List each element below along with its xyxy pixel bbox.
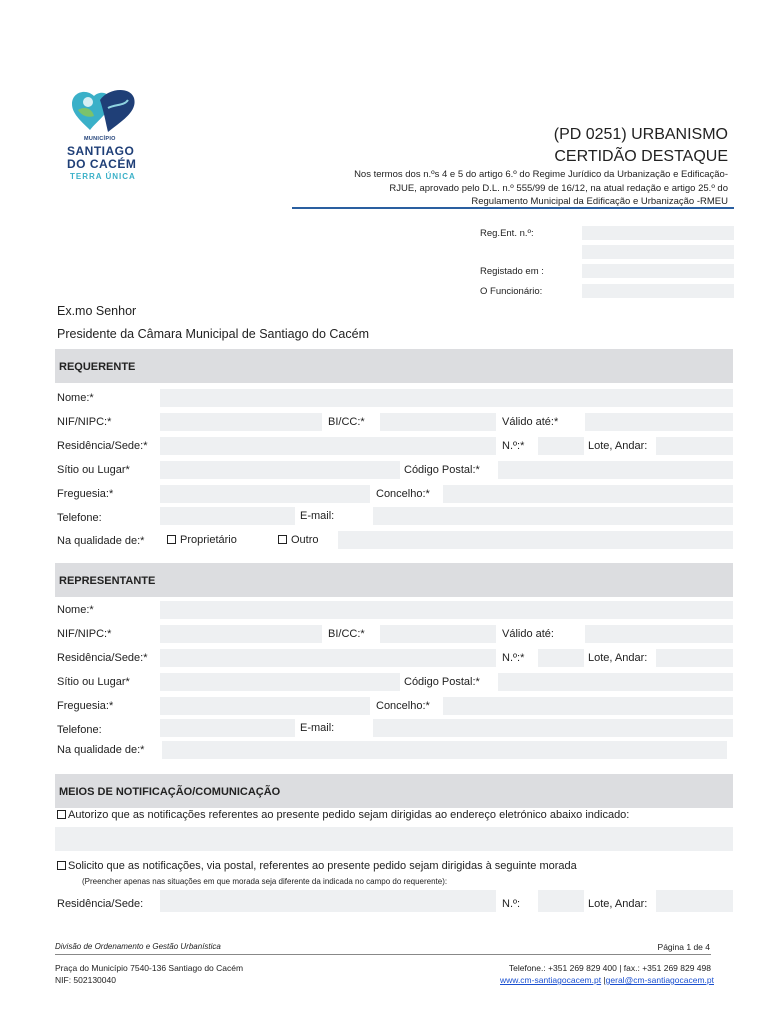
req-codigo-label: Código Postal:* [404,464,480,476]
req-freguesia-input[interactable] [160,485,370,503]
req-codigo-input[interactable] [498,461,733,479]
req-outro-input[interactable] [338,531,733,549]
reg-ent-field-2[interactable] [582,245,734,259]
rep-freguesia-label: Freguesia:* [57,700,114,712]
legal-line-3: Regulamento Municipal da Edificação e Urbanização -RMEU [471,196,728,207]
form-title-line-1: (PD 0251) URBANISMO [553,126,728,143]
rep-bi-label: BI/CC:* [328,628,365,640]
heart-logo-icon [64,86,142,136]
rep-lote-input[interactable] [656,649,733,667]
rep-sitio-label: Sítio ou Lugar* [57,676,130,688]
notif-email-option[interactable] [57,809,629,821]
addressee-recipient: Presidente da Câmara Municipal de Santiago do Cacém [57,327,369,341]
footer-email-link[interactable]: geral@cm-santiagocacem.pt [605,975,714,985]
footer-page-number: Página 1 de 4 [657,942,710,952]
rep-residencia-label: Residência/Sede:* [57,652,148,664]
notif-postal-option[interactable] [57,860,577,872]
footer-nif: NIF: 502130040 [55,975,116,985]
rep-nif-input[interactable] [160,625,322,643]
notif-residencia-label: Residência/Sede: [57,898,144,910]
rep-nome-input[interactable] [160,601,733,619]
notif-email-text: Autorizo que as notificações referentes ao presente pedido sejam dirigidas ao endereço eletrónico abaixo indicado: [68,809,630,821]
req-nif-label: NIF/NIPC:* [57,416,112,428]
notificacao-section-header [55,774,733,808]
rep-codigo-input[interactable] [498,673,733,691]
rep-telefone-label: Telefone: [57,724,102,736]
rep-qualidade-label: Na qualidade de:* [57,744,145,756]
rep-telefone-input[interactable] [160,719,295,737]
notif-email-input[interactable] [55,827,733,851]
header-divider [292,207,734,209]
rep-numero-label: N.º:* [502,652,525,664]
legal-line-1: Nos termos dos n.ºs 4 e 5 do artigo 6.º do Regime Jurídico da Urbanização e Edificação- [354,169,728,180]
rep-concelho-input[interactable] [443,697,733,715]
logo-line-3: DO CACÉM [67,157,137,171]
req-numero-input[interactable] [538,437,584,455]
notif-numero-label: N.º: [502,898,521,910]
req-nome-input[interactable] [160,389,733,407]
req-freguesia-label: Freguesia:* [57,488,114,500]
req-lote-label: Lote, Andar: [588,440,648,452]
req-email-input[interactable] [373,507,733,525]
reg-ent-label: Reg.Ent. n.º: [480,228,534,239]
registado-label: Registado em : [480,266,544,277]
rep-nome-label: Nome:* [57,604,94,616]
rep-email-input[interactable] [373,719,733,737]
representante-section-header [55,563,733,597]
req-bi-label: BI/CC:* [328,416,365,428]
rep-sitio-input[interactable] [160,673,400,691]
footer-divider [55,954,711,955]
req-nif-input[interactable] [160,413,322,431]
proprietario-label: Proprietário [180,534,237,546]
req-concelho-input[interactable] [443,485,733,503]
notificacao-title: MEIOS DE NOTIFICAÇÃO/COMUNICAÇÃO [59,786,281,798]
notif-postal-note: (Preencher apenas nas situações em que morada seja diferente da indicada no campo do requerente): [82,877,448,886]
form-title-line-2: CERTIDÃO DESTAQUE [554,148,728,165]
logo-line-4: TERRA ÚNICA [70,172,136,181]
addressee-salutation: Ex.mo Senhor [57,304,137,318]
rep-email-label: E-mail: [300,722,335,734]
footer-website-link[interactable]: www.cm-santiagocacem.pt [500,975,602,985]
rep-codigo-label: Código Postal:* [404,676,480,688]
footer-phone: Telefone.: +351 269 829 400 | fax.: +351 269 829 498 [508,963,711,973]
funcionario-label: O Funcionário: [480,286,543,297]
requerente-title: REQUERENTE [59,361,136,373]
outro-label: Outro [291,534,319,546]
checkbox-proprietario[interactable] [167,535,176,544]
rep-freguesia-input[interactable] [160,697,370,715]
req-option-outro[interactable] [278,534,319,546]
footer-division: Divisão de Ordenamento e Gestão Urbanística [55,942,221,951]
req-numero-label: N.º:* [502,440,525,452]
req-bi-input[interactable] [380,413,496,431]
req-telefone-input[interactable] [160,507,295,525]
notif-lote-label: Lote, Andar: [588,898,648,910]
notif-postal-text: Solicito que as notificações, via postal, referentes ao presente pedido sejam dirigidas à seguinte morada [68,860,577,872]
notif-residencia-input[interactable] [160,890,496,912]
req-valido-input[interactable] [585,413,733,431]
legal-line-2: RJUE, aprovado pelo D.L. n.º 555/99 de 16/12, na atual redação e artigo 25.º do [389,182,728,194]
req-residencia-input[interactable] [160,437,496,455]
registado-field[interactable] [582,264,734,278]
rep-valido-input[interactable] [585,625,733,643]
rep-concelho-label: Concelho:* [376,700,430,712]
form-title [554,124,728,168]
reg-ent-field[interactable] [582,226,734,240]
checkbox-notif-postal[interactable] [57,861,66,870]
rep-valido-label: Válido até: [502,628,554,640]
notif-numero-input[interactable] [538,890,584,912]
req-sitio-label: Sítio ou Lugar* [57,464,130,476]
req-option-proprietario[interactable] [167,534,237,546]
req-residencia-label: Residência/Sede:* [57,440,148,452]
funcionario-field[interactable] [582,284,734,298]
req-concelho-label: Concelho:* [376,488,430,500]
req-qualidade-label: Na qualidade de:* [57,535,145,547]
checkbox-notif-email[interactable] [57,810,66,819]
req-email-label: E-mail: [300,510,335,522]
rep-nif-label: NIF/NIPC:* [57,628,112,640]
municipality-logo [62,86,142,186]
rep-lote-label: Lote, Andar: [588,652,648,664]
rep-qualidade-input[interactable] [162,741,727,759]
req-telefone-label: Telefone: [57,512,102,524]
rep-residencia-input[interactable] [160,649,496,667]
footer-links [500,975,714,985]
req-valido-label: Válido até:* [502,416,559,428]
logo-line-1: MUNICÍPIO [84,136,116,142]
req-sitio-input[interactable] [160,461,400,479]
footer-address: Praça do Município 7540-136 Santiago do Cacém [55,963,244,973]
footer-link-separator: | [601,975,606,985]
notif-lote-input[interactable] [656,890,733,912]
req-nome-label: Nome:* [57,392,94,404]
checkbox-outro[interactable] [278,535,287,544]
requerente-section-header [55,349,733,383]
rep-numero-input[interactable] [538,649,584,667]
representante-title: REPRESENTANTE [59,575,156,587]
rep-bi-input[interactable] [380,625,496,643]
legal-reference [354,168,728,209]
req-lote-input[interactable] [656,437,733,455]
logo-line-2: SANTIAGO [67,144,135,158]
